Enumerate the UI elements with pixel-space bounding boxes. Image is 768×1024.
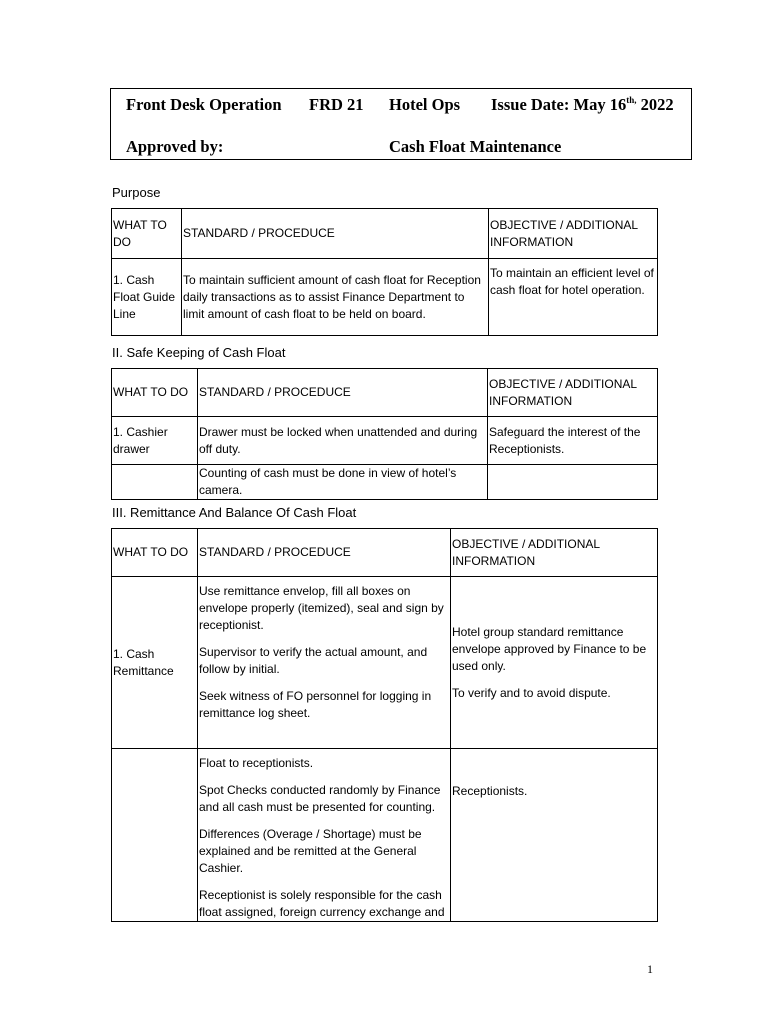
what-to-do-cell: 1. Cash Remittance <box>112 577 198 749</box>
table-row <box>112 417 658 465</box>
standard-cell <box>198 749 451 922</box>
column-header: OBJECTIVE / ADDITIONAL INFORMATION <box>489 209 658 259</box>
approved-by-label: Approved by: <box>126 137 224 156</box>
table-header-row <box>112 529 658 577</box>
what-to-do-cell: 1. Cashier drawer <box>112 417 198 465</box>
standard-cell: To maintain sufficient amount of cash float for Reception daily transactions as to assist Finance Department to limit amount of cash float to be held on board. <box>182 259 489 336</box>
issue-date: Issue Date: May $16^{th,}$ 2022 <box>491 95 674 114</box>
what-to-do-cell <box>112 465 198 500</box>
safekeeping-table <box>111 368 658 500</box>
section-title-remittance: III. Remittance And Balance Of Cash Float <box>112 505 357 520</box>
section-title-safekeeping: II. Safe Keeping of Cash Float <box>112 345 286 360</box>
what-to-do-cell <box>112 749 198 922</box>
column-header: WHAT TO DO <box>112 209 182 259</box>
standard-paragraph: Seek witness of FO personnel for logging in remittance log sheet. <box>199 689 432 720</box>
standard-paragraph: Float to receptionists. <box>199 756 314 770</box>
table-header-row <box>112 369 658 417</box>
column-header: WHAT TO DO <box>112 529 198 577</box>
objective-cell <box>451 749 658 922</box>
table-header-row <box>112 209 658 259</box>
standard-paragraph: Spot Checks conducted randomly by Finance and all cash must be presented for counting. <box>199 783 441 814</box>
table-row <box>112 577 658 749</box>
document-header <box>110 88 692 160</box>
objective-cell: To maintain an efficient level of cash float for hotel operation. <box>489 259 658 336</box>
purpose-table <box>111 208 658 336</box>
standard-cell: Drawer must be locked when unattended and during off duty. <box>198 417 488 465</box>
column-header: OBJECTIVE / ADDITIONAL INFORMATION <box>451 529 658 577</box>
what-to-do-cell: 1. Cash Float Guide Line <box>112 259 182 336</box>
column-header: STANDARD / PROCEDUCE <box>182 209 489 259</box>
objective-cell: Safeguard the interest of the Receptionists. <box>488 417 658 465</box>
document-code: FRD 21 <box>309 95 364 114</box>
objective-paragraph: Receptionists. <box>452 784 528 798</box>
column-header: STANDARD / PROCEDUCE <box>198 369 488 417</box>
objective-cell <box>488 465 658 500</box>
standard-paragraph: Use remittance envelop, fill all boxes on envelope properly (itemized), seal and sign by receptionist. <box>199 584 444 632</box>
table-row <box>112 259 658 336</box>
column-header: WHAT TO DO <box>112 369 198 417</box>
standard-cell: Counting of cash must be done in view of hotel’s camera. <box>198 465 488 500</box>
section-title-purpose: Purpose <box>112 185 161 200</box>
column-header: STANDARD / PROCEDUCE <box>198 529 451 577</box>
department: Hotel Ops <box>389 95 461 114</box>
objective-paragraph: Hotel group standard remittance envelope approved by Finance to be used only. <box>452 624 647 673</box>
standard-paragraph: Differences (Overage / Shortage) must be explained and be remitted at the General Cashier. <box>199 827 422 875</box>
page-number: 1 <box>647 962 653 976</box>
standard-paragraph: Supervisor to verify the actual amount, and follow by initial. <box>199 645 428 676</box>
document-subject: Cash Float Maintenance <box>389 137 562 156</box>
objective-paragraph: To verify and to avoid dispute. <box>452 685 611 700</box>
document-title: Front Desk Operation <box>126 95 282 114</box>
standard-paragraph: Receptionist is solely responsible for the cash float assigned, foreign currency exchange and <box>199 888 445 919</box>
table-row <box>112 465 658 500</box>
standard-cell <box>198 577 451 749</box>
column-header: OBJECTIVE / ADDITIONAL INFORMATION <box>488 369 658 417</box>
remittance-table <box>111 528 658 922</box>
objective-cell <box>451 577 658 749</box>
table-row <box>112 749 658 922</box>
